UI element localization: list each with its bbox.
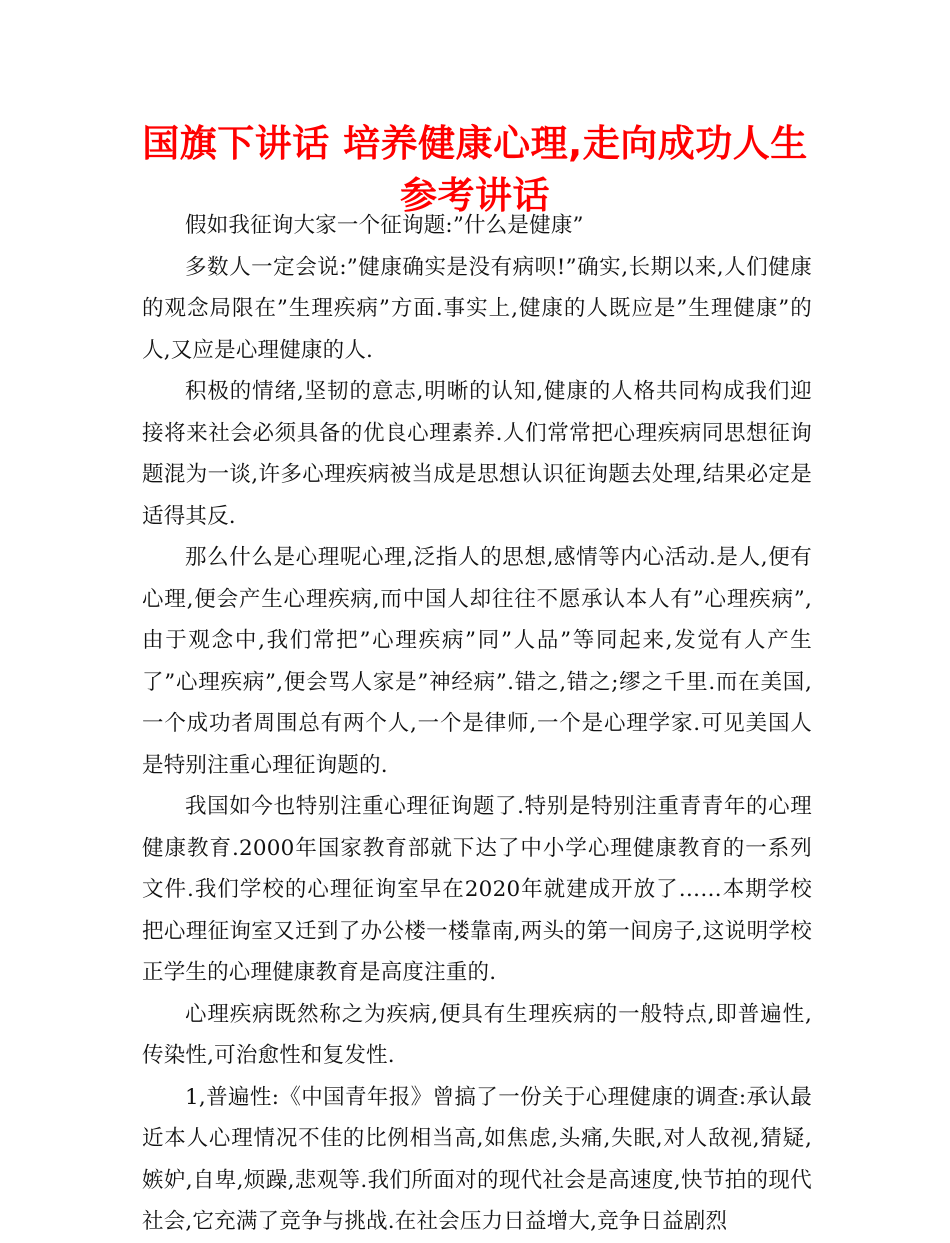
paragraph: 1,普遍性:《中国青年报》曾搞了一份关于心理健康的调查:承认最近本人心理情况不佳的比例相当高,如焦虑,头痛,失眠,对人敌视,猜疑,嫉妒,自卑,烦躁,悲观等.我们所面对的现代社会是高速度,快节拍的现代社会,它充满了竞争与挑战.在社会压力日益增大,竞争日益剧烈 <box>142 1084 812 1234</box>
document-title: 国旗下讲话 培养健康心理,走向成功人生参考讲话 <box>142 122 808 217</box>
paragraph: 积极的情绪,坚韧的意志,明晰的认知,健康的人格共同构成我们迎接将来社会必须具备的优良心理素养.人们常常把心理疾病同思想征询题混为一谈,许多心理疾病被当成是思想认识征询题去处理,结果必定是适得其反. <box>142 379 812 529</box>
paragraph: 多数人一定会说:”健康确实是没有病呗!”确实,长期以来,人们健康的观念局限在”生理疾病”方面.事实上,健康的人既应是”生理健康”的人,又应是心理健康的人. <box>142 254 812 363</box>
paragraph: 那么什么是心理呢心理,泛指人的思想,感情等内心活动.是人,便有心理,便会产生心理疾病,而中国人却往往不愿承认本人有”心理疾病”,由于观念中,我们常把”心理疾病”同”人品”等同起来,发觉有人产生了”心理疾病”,便会骂人家是”神经病”.错之,错之;缪之千里.而在美国,一个成功者周围总有两个人,一个是律师,一个是心理学家.可见美国人是特别注重心理征询题的. <box>142 545 812 778</box>
paragraph: 心理疾病既然称之为疾病,便具有生理疾病的一般特点,即普遍性,传染性,可治愈性和复发性. <box>142 1001 812 1068</box>
document-body <box>142 205 812 1243</box>
paragraph: 假如我征询大家一个征询题:”什么是健康” <box>185 213 584 238</box>
paragraph: 我国如今也特别注重心理征询题了.特别是特别注重青青年的心理健康教育.2000年国家教育部就下达了中小学心理健康教育的一系列文件.我们学校的心理征询室早在2020年就建成开放了……本期学校把心理征询室又迁到了办公楼一楼靠南,两头的第一间房子,这说明学校正学生的心理健康教育是高度注重的. <box>142 794 812 985</box>
